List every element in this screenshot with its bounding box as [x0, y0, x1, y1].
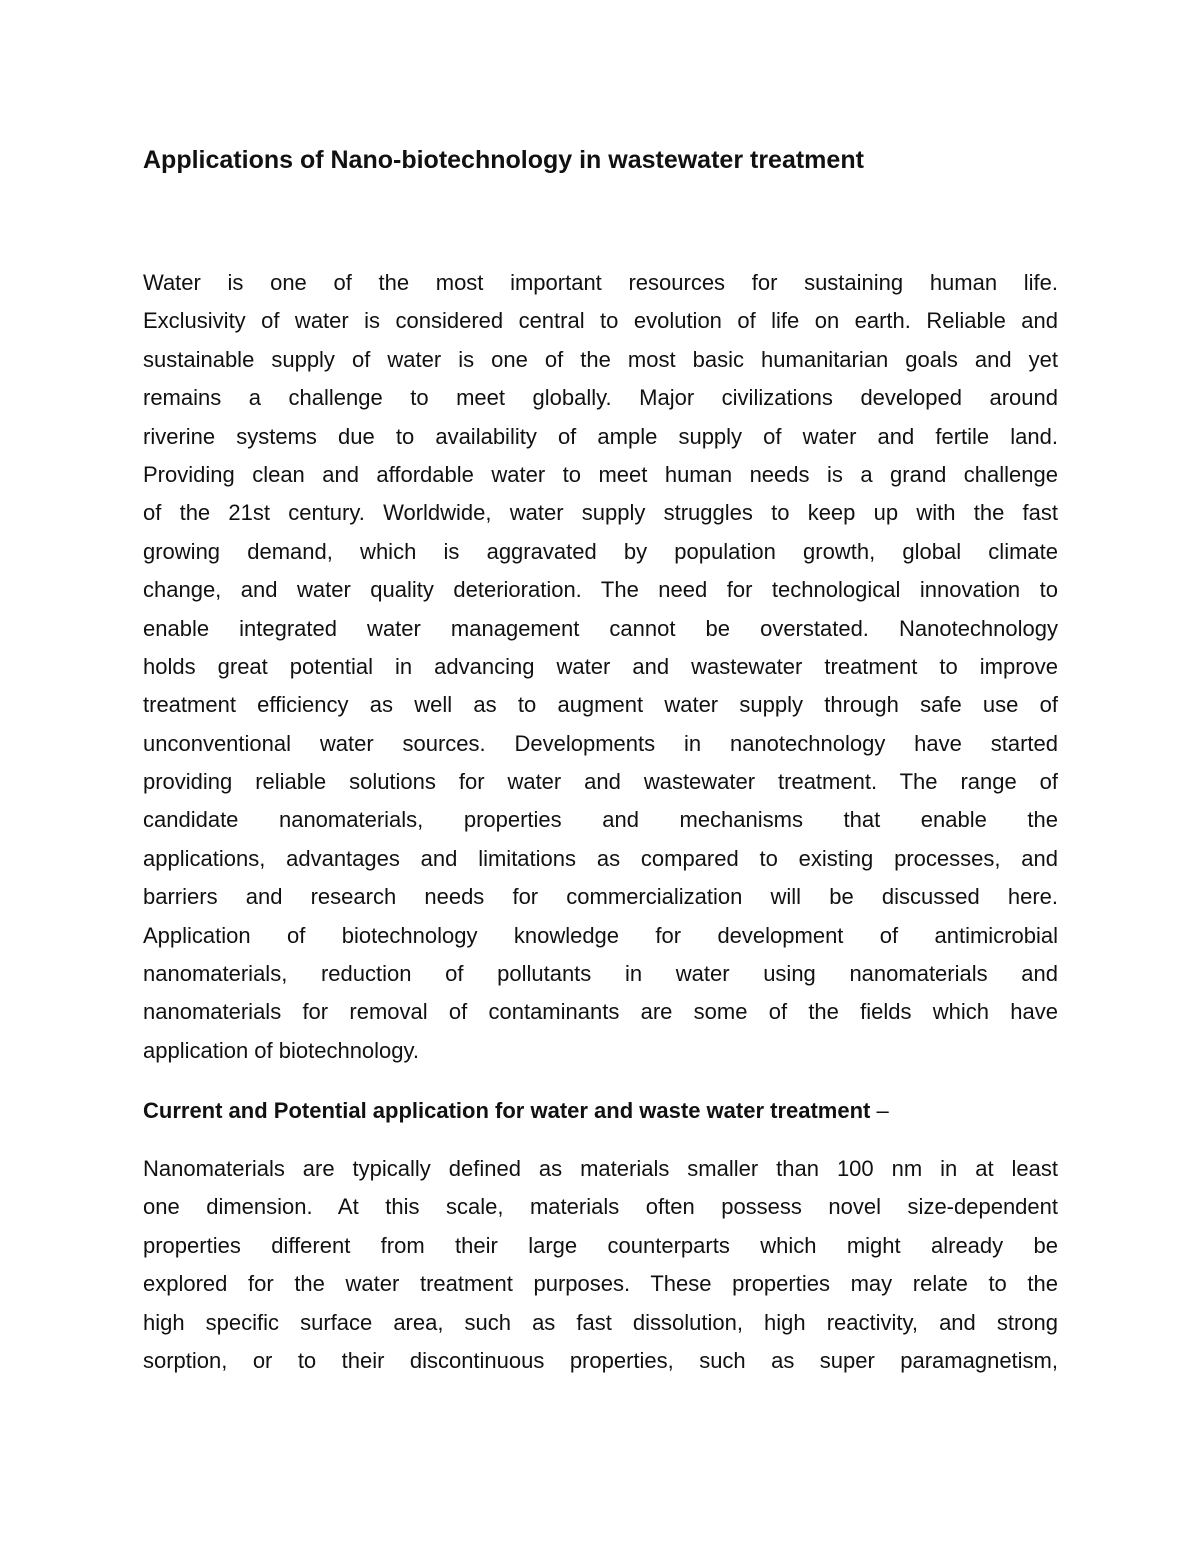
- paragraph-line: treatment efficiency as well as to augment water supply through safe use of: [143, 692, 1058, 718]
- paragraph-line: properties different from their large counterparts which might already be: [143, 1232, 1058, 1258]
- paragraph-line: barriers and research needs for commercialization will be discussed here.: [143, 884, 1058, 910]
- paragraph-line: application of biotechnology.: [143, 1037, 420, 1063]
- paragraph-line: unconventional water sources. Developments in nanotechnology have started: [143, 730, 1058, 756]
- paragraph-line: one dimension. At this scale, materials often possess novel size-dependent: [143, 1194, 1058, 1220]
- paragraph-line: Exclusivity of water is considered central to evolution of life on earth. Reliable and: [143, 308, 1058, 334]
- paragraph-line: growing demand, which is aggravated by population growth, global climate: [143, 538, 1058, 564]
- section-heading: [143, 1092, 1058, 1130]
- paragraph-line: candidate nanomaterials, properties and mechanisms that enable the: [143, 807, 1058, 833]
- paragraph-line: remains a challenge to meet globally. Major civilizations developed around: [143, 385, 1058, 411]
- paragraph-line: Providing clean and affordable water to meet human needs is a grand challenge: [143, 461, 1058, 487]
- paragraph-line: of the 21st century. Worldwide, water supply struggles to keep up with the fast: [143, 500, 1058, 526]
- paragraph-line: Water is one of the most important resources for sustaining human life.: [143, 270, 1058, 295]
- paragraph-line: sustainable supply of water is one of the most basic humanitarian goals and yet: [143, 346, 1058, 372]
- section-heading-bold-text: Current and Potential application for water and waste water treatment: [143, 1098, 871, 1123]
- paragraph-line: nanomaterials, reduction of pollutants in water using nanomaterials and: [143, 961, 1058, 987]
- paragraph-line: change, and water quality deterioration. The need for technological innovation to: [143, 577, 1058, 603]
- paragraph-line: high specific surface area, such as fast dissolution, high reactivity, and strong: [143, 1309, 1058, 1335]
- paragraph-line: sorption, or to their discontinuous properties, such as super paramagnetism,: [143, 1347, 1058, 1373]
- document-title: Applications of Nano-biotechnology in wastewater treatment: [143, 146, 864, 174]
- paragraph-line: enable integrated water management cannot be overstated. Nanotechnology: [143, 615, 1058, 641]
- paragraph-line: Nanomaterials are typically defined as materials smaller than 100 nm in at least: [143, 1156, 1058, 1181]
- section-heading-dash: –: [870, 1098, 889, 1123]
- intro-paragraph: [143, 264, 1058, 1070]
- paragraph-line: explored for the water treatment purposes. These properties may relate to the: [143, 1271, 1058, 1297]
- paragraph-line: applications, advantages and limitations as compared to existing processes, and: [143, 845, 1058, 871]
- paragraph-line: riverine systems due to availability of ample supply of water and fertile land.: [143, 423, 1058, 449]
- paragraph-line: nanomaterials for removal of contaminants are some of the fields which have: [143, 999, 1058, 1025]
- paragraph-line: Application of biotechnology knowledge for development of antimicrobial: [143, 922, 1058, 948]
- paragraph-line: holds great potential in advancing water and wastewater treatment to improve: [143, 653, 1058, 679]
- nanomaterials-paragraph: [143, 1150, 1058, 1380]
- paragraph-line: providing reliable solutions for water and wastewater treatment. The range of: [143, 769, 1058, 795]
